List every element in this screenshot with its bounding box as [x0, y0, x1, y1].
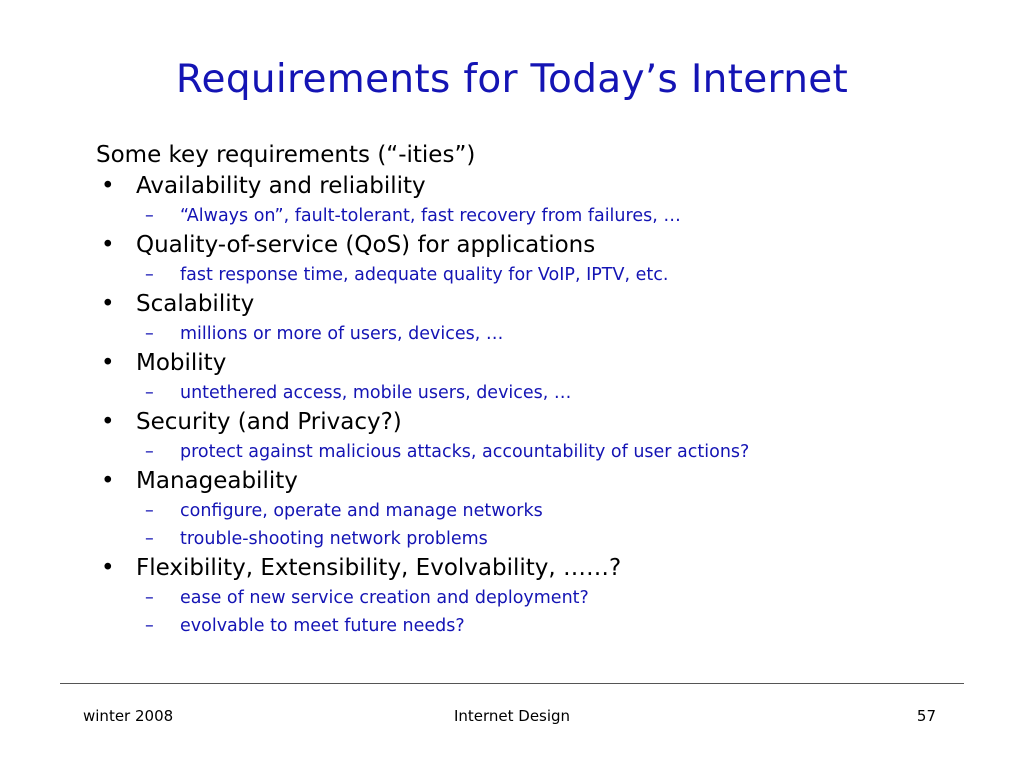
slide-title: Requirements for Today’s Internet [175, 57, 849, 102]
sub-item [96, 320, 976, 348]
sub-mark: – [145, 529, 154, 549]
bullet-mark: • [101, 232, 115, 258]
bullet-text: Flexibility, Extensibility, Evolvability, ……? [136, 555, 622, 581]
sub-item [96, 438, 976, 466]
sub-text: untethered access, mobile users, devices, … [180, 383, 572, 403]
sub-mark: – [145, 265, 154, 285]
sub-text: ease of new service creation and deployment? [180, 588, 589, 608]
bullet-mark: • [101, 350, 115, 376]
sub-item [96, 202, 976, 230]
bullet-mark: • [101, 409, 115, 435]
sub-item [96, 584, 976, 612]
footer-course: Internet Design [453, 707, 571, 725]
sub-mark: – [145, 383, 154, 403]
bullet-mark: • [101, 555, 115, 581]
bullet-text: Manageability [136, 468, 298, 494]
sub-mark: – [145, 324, 154, 344]
sub-item [96, 612, 976, 640]
sub-item [96, 525, 976, 553]
bullet-mobility [96, 348, 976, 379]
sub-text: “Always on”, fault-tolerant, fast recovery from failures, … [180, 206, 681, 226]
sub-mark: – [145, 206, 154, 226]
bullet-text: Scalability [136, 291, 255, 317]
page-number: 57 [916, 707, 936, 725]
sub-text: trouble-shooting network problems [180, 529, 488, 549]
sub-item [96, 497, 976, 525]
bullet-mark: • [101, 173, 115, 199]
footer-date: winter 2008 [83, 707, 174, 725]
intro-line: Some key requirements (“-ities”) [96, 142, 476, 168]
footer-divider [60, 683, 964, 684]
slide-body [96, 140, 976, 640]
bullet-scalability [96, 289, 976, 320]
bullet-manageability [96, 466, 976, 497]
bullet-security [96, 407, 976, 438]
sub-mark: – [145, 616, 154, 636]
sub-text: configure, operate and manage networks [180, 501, 543, 521]
sub-text: evolvable to meet future needs? [180, 616, 465, 636]
bullet-text: Availability and reliability [136, 173, 426, 199]
bullet-text: Quality-of-service (QoS) for applications [136, 232, 596, 258]
sub-item [96, 379, 976, 407]
sub-item [96, 261, 976, 289]
bullet-mark: • [101, 291, 115, 317]
sub-text: protect against malicious attacks, accountability of user actions? [180, 442, 750, 462]
sub-text: fast response time, adequate quality for VoIP, IPTV, etc. [180, 265, 669, 285]
bullet-flexibility [96, 553, 976, 584]
bullet-availability [96, 171, 976, 202]
bullet-text: Security (and Privacy?) [136, 409, 402, 435]
sub-text: millions or more of users, devices, … [180, 324, 504, 344]
bullet-qos [96, 230, 976, 261]
bullet-mark: • [101, 468, 115, 494]
sub-mark: – [145, 501, 154, 521]
sub-mark: – [145, 588, 154, 608]
sub-mark: – [145, 442, 154, 462]
bullet-text: Mobility [136, 350, 227, 376]
